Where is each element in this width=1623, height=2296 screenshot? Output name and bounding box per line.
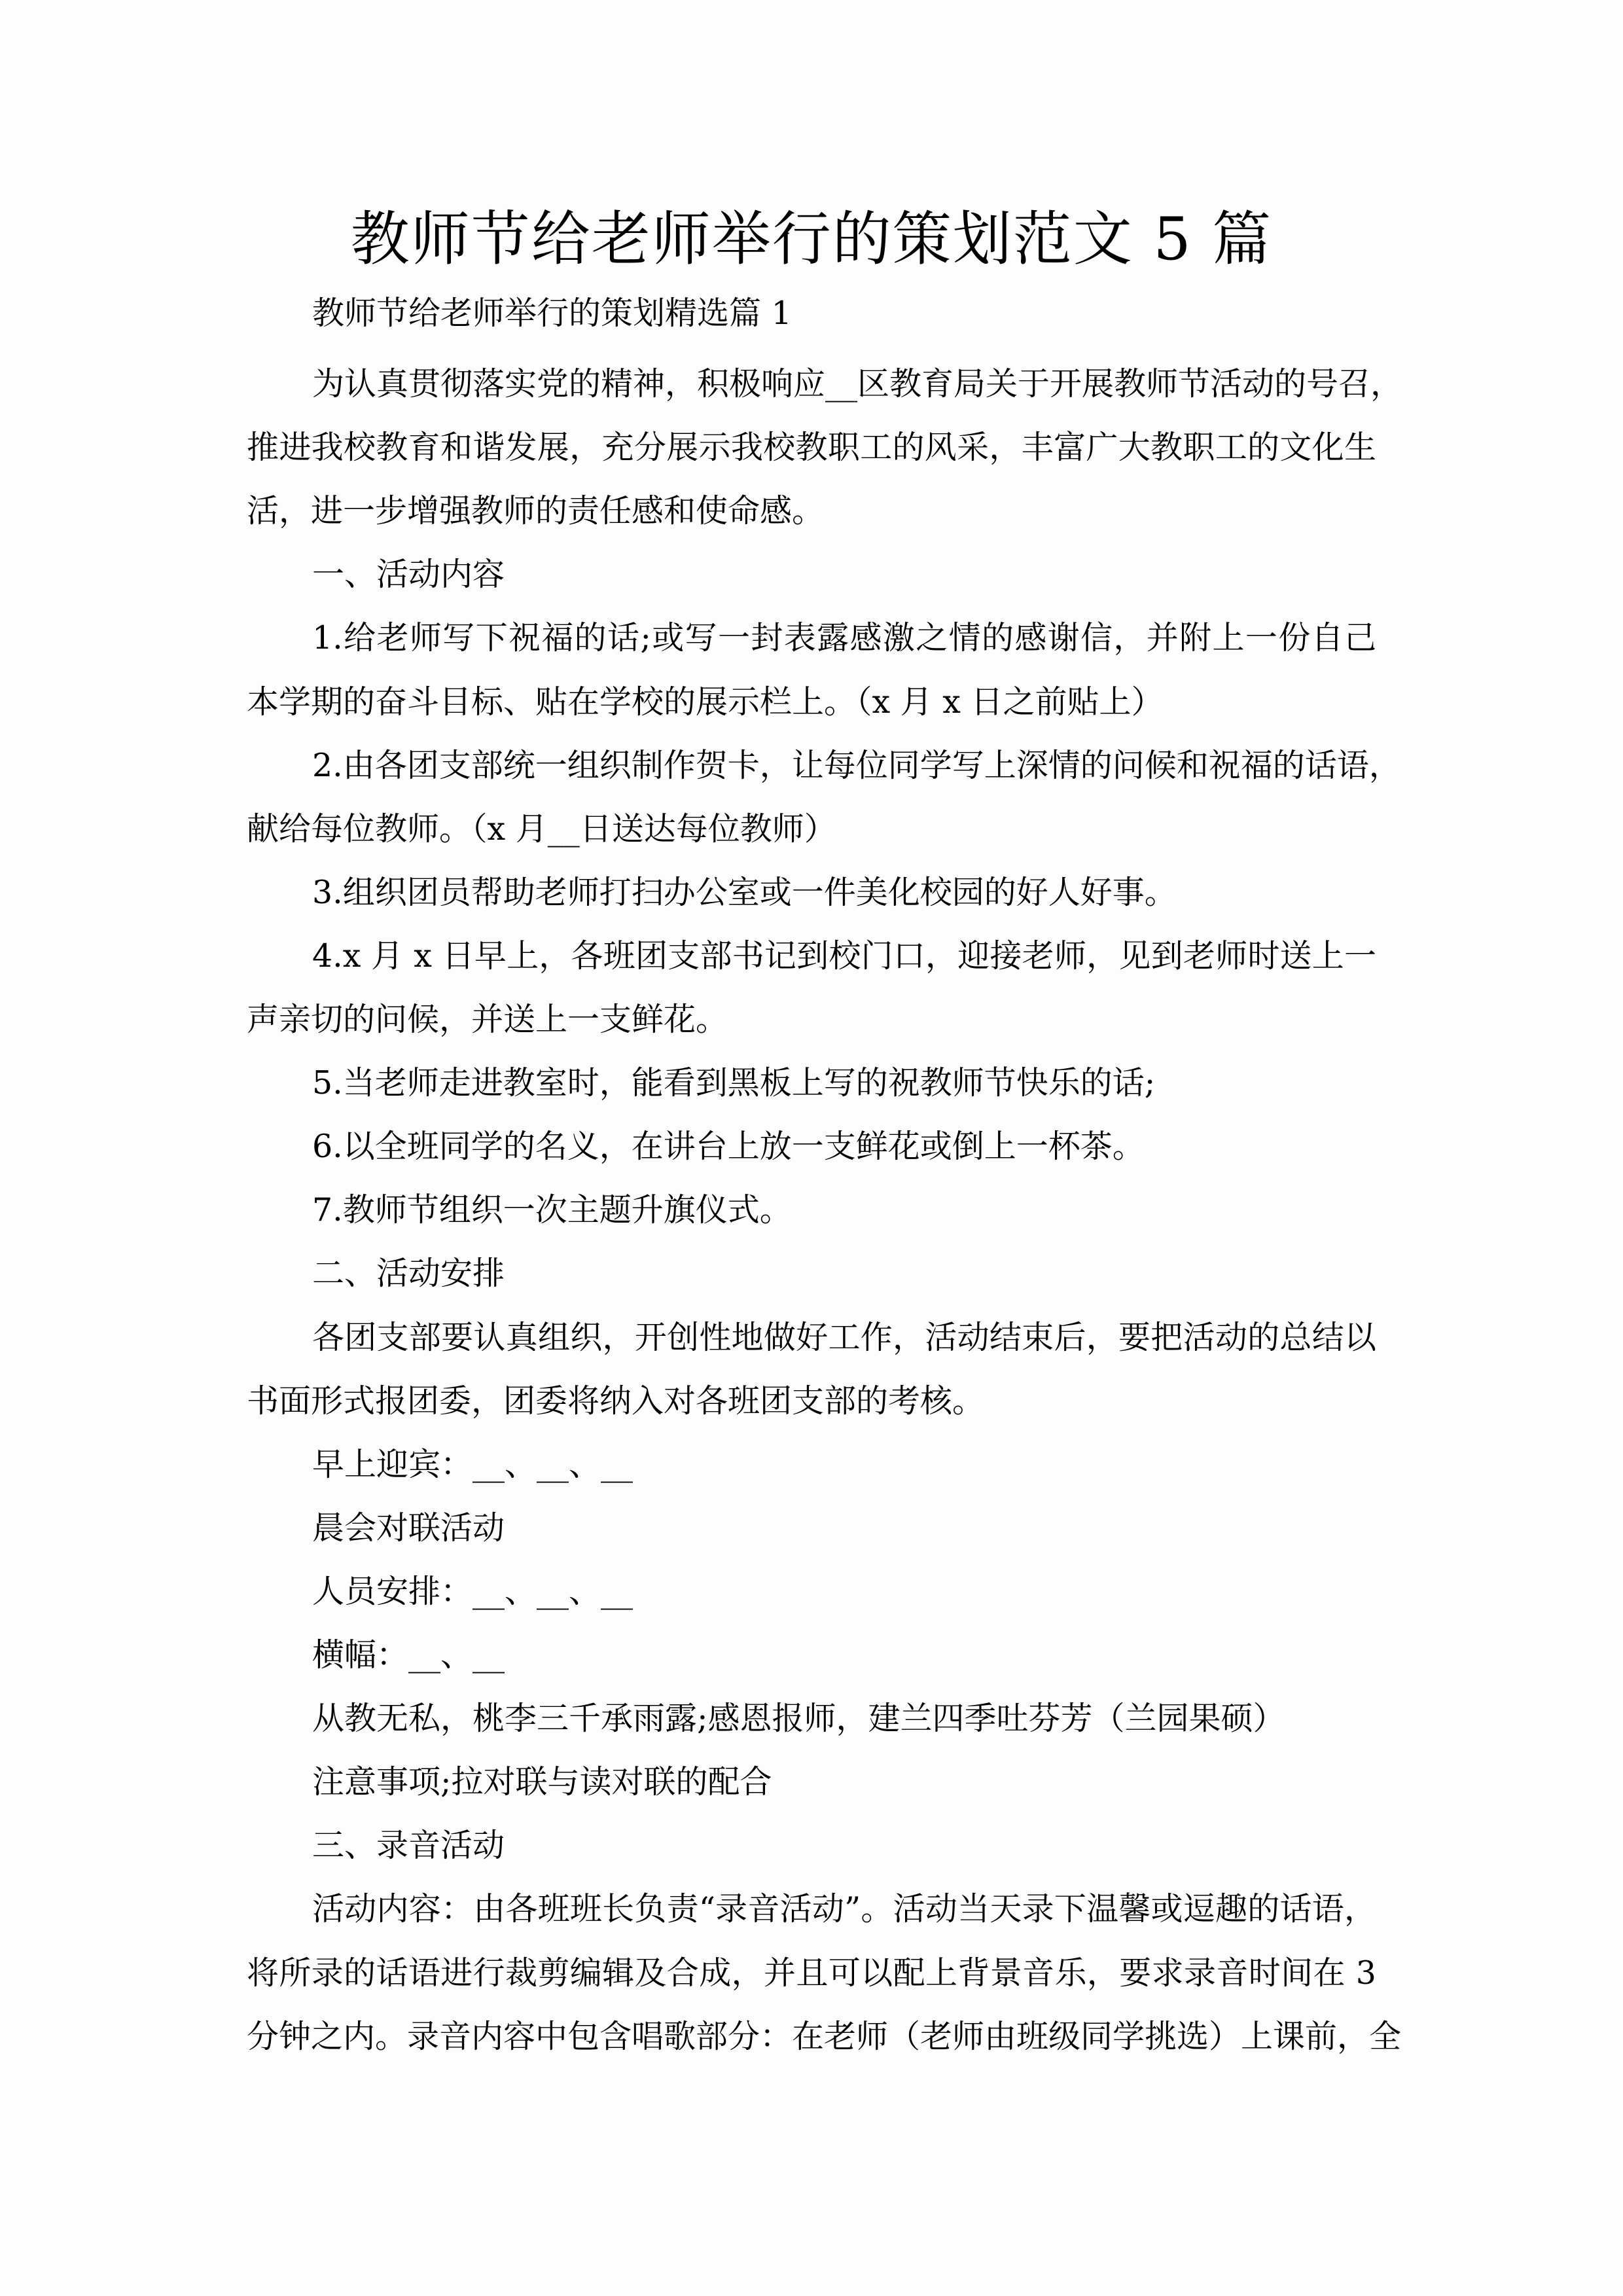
body-line: 活动内容：由各班班长负责“录音活动”。活动当天录下温馨或逗趣的话语， bbox=[312, 1890, 1376, 1928]
body-line: 从教无私，桃李三千承雨露;感恩报师，建兰四季吐芬芳（兰园果硕） bbox=[312, 1700, 1285, 1738]
list-item: 6.以全班同学的名义，在讲台上放一支鲜花或倒上一杯茶。 bbox=[312, 1128, 1145, 1166]
section-heading: 一、活动内容 bbox=[312, 556, 505, 594]
section-heading: 二、活动安排 bbox=[312, 1255, 505, 1293]
body-line: 晨会对联活动 bbox=[312, 1509, 505, 1547]
body-line: 将所录的话语进行裁剪编辑及合成，并且可以配上背景音乐，要求录音时间在 3 bbox=[247, 1954, 1376, 1992]
list-item: 1.给老师写下祝福的话;或写一封表露感激之情的感谢信，并附上一份自己 bbox=[312, 619, 1376, 657]
body-line: 注意事项;拉对联与读对联的配合 bbox=[312, 1763, 772, 1801]
list-item: 2.由各团支部统一组织制作贺卡，让每位同学写上深情的问候和祝福的话语， bbox=[312, 746, 1401, 784]
document-title: 教师节给老师举行的策划范文 5 篇 bbox=[350, 205, 1273, 274]
body-line: 本学期的奋斗目标、贴在学校的展示栏上。（x 月 x 日之前贴上） bbox=[247, 683, 1164, 721]
body-line: 人员安排：__、__、__ bbox=[312, 1572, 633, 1610]
body-line: 推进我校教育和谐发展，充分展示我校教职工的风采，丰富广大教职工的文化生 bbox=[247, 429, 1376, 467]
list-item: 7.教师节组织一次主题升旗仪式。 bbox=[312, 1191, 792, 1229]
body-line: 书面形式报团委，团委将纳入对各班团支部的考核。 bbox=[247, 1382, 985, 1420]
section-subtitle: 教师节给老师举行的策划精选篇 1 bbox=[312, 295, 792, 332]
section-heading: 三、录音活动 bbox=[312, 1827, 505, 1865]
list-item: 4.x 月 x 日早上，各班团支部书记到校门口，迎接老师，见到老师时送上一 bbox=[312, 937, 1376, 975]
body-line: 分钟之内。录音内容中包含唱歌部分：在老师（老师由班级同学挑选）上课前，全 bbox=[247, 2017, 1402, 2055]
body-line: 声亲切的问候，并送上一支鲜花。 bbox=[247, 1001, 728, 1038]
body-line: 献给每位教师。（x 月__日送达每位教师） bbox=[247, 810, 836, 848]
body-line: 早上迎宾：__、__、__ bbox=[312, 1445, 633, 1483]
list-item: 5.当老师走进教室时，能看到黑板上写的祝教师节快乐的话; bbox=[312, 1064, 1156, 1102]
body-line: 各团支部要认真组织，开创性地做好工作，活动结束后，要把活动的总结以 bbox=[312, 1318, 1376, 1356]
body-line: 为认真贯彻落实党的精神，积极响应__区教育局关于开展教师节活动的号召， bbox=[312, 365, 1403, 403]
body-line: 活，进一步增强教师的责任感和使命感。 bbox=[247, 492, 825, 530]
list-item: 3.组织团员帮助老师打扫办公室或一件美化校园的好人好事。 bbox=[312, 873, 1177, 911]
body-line: 横幅：__、__ bbox=[312, 1636, 505, 1674]
